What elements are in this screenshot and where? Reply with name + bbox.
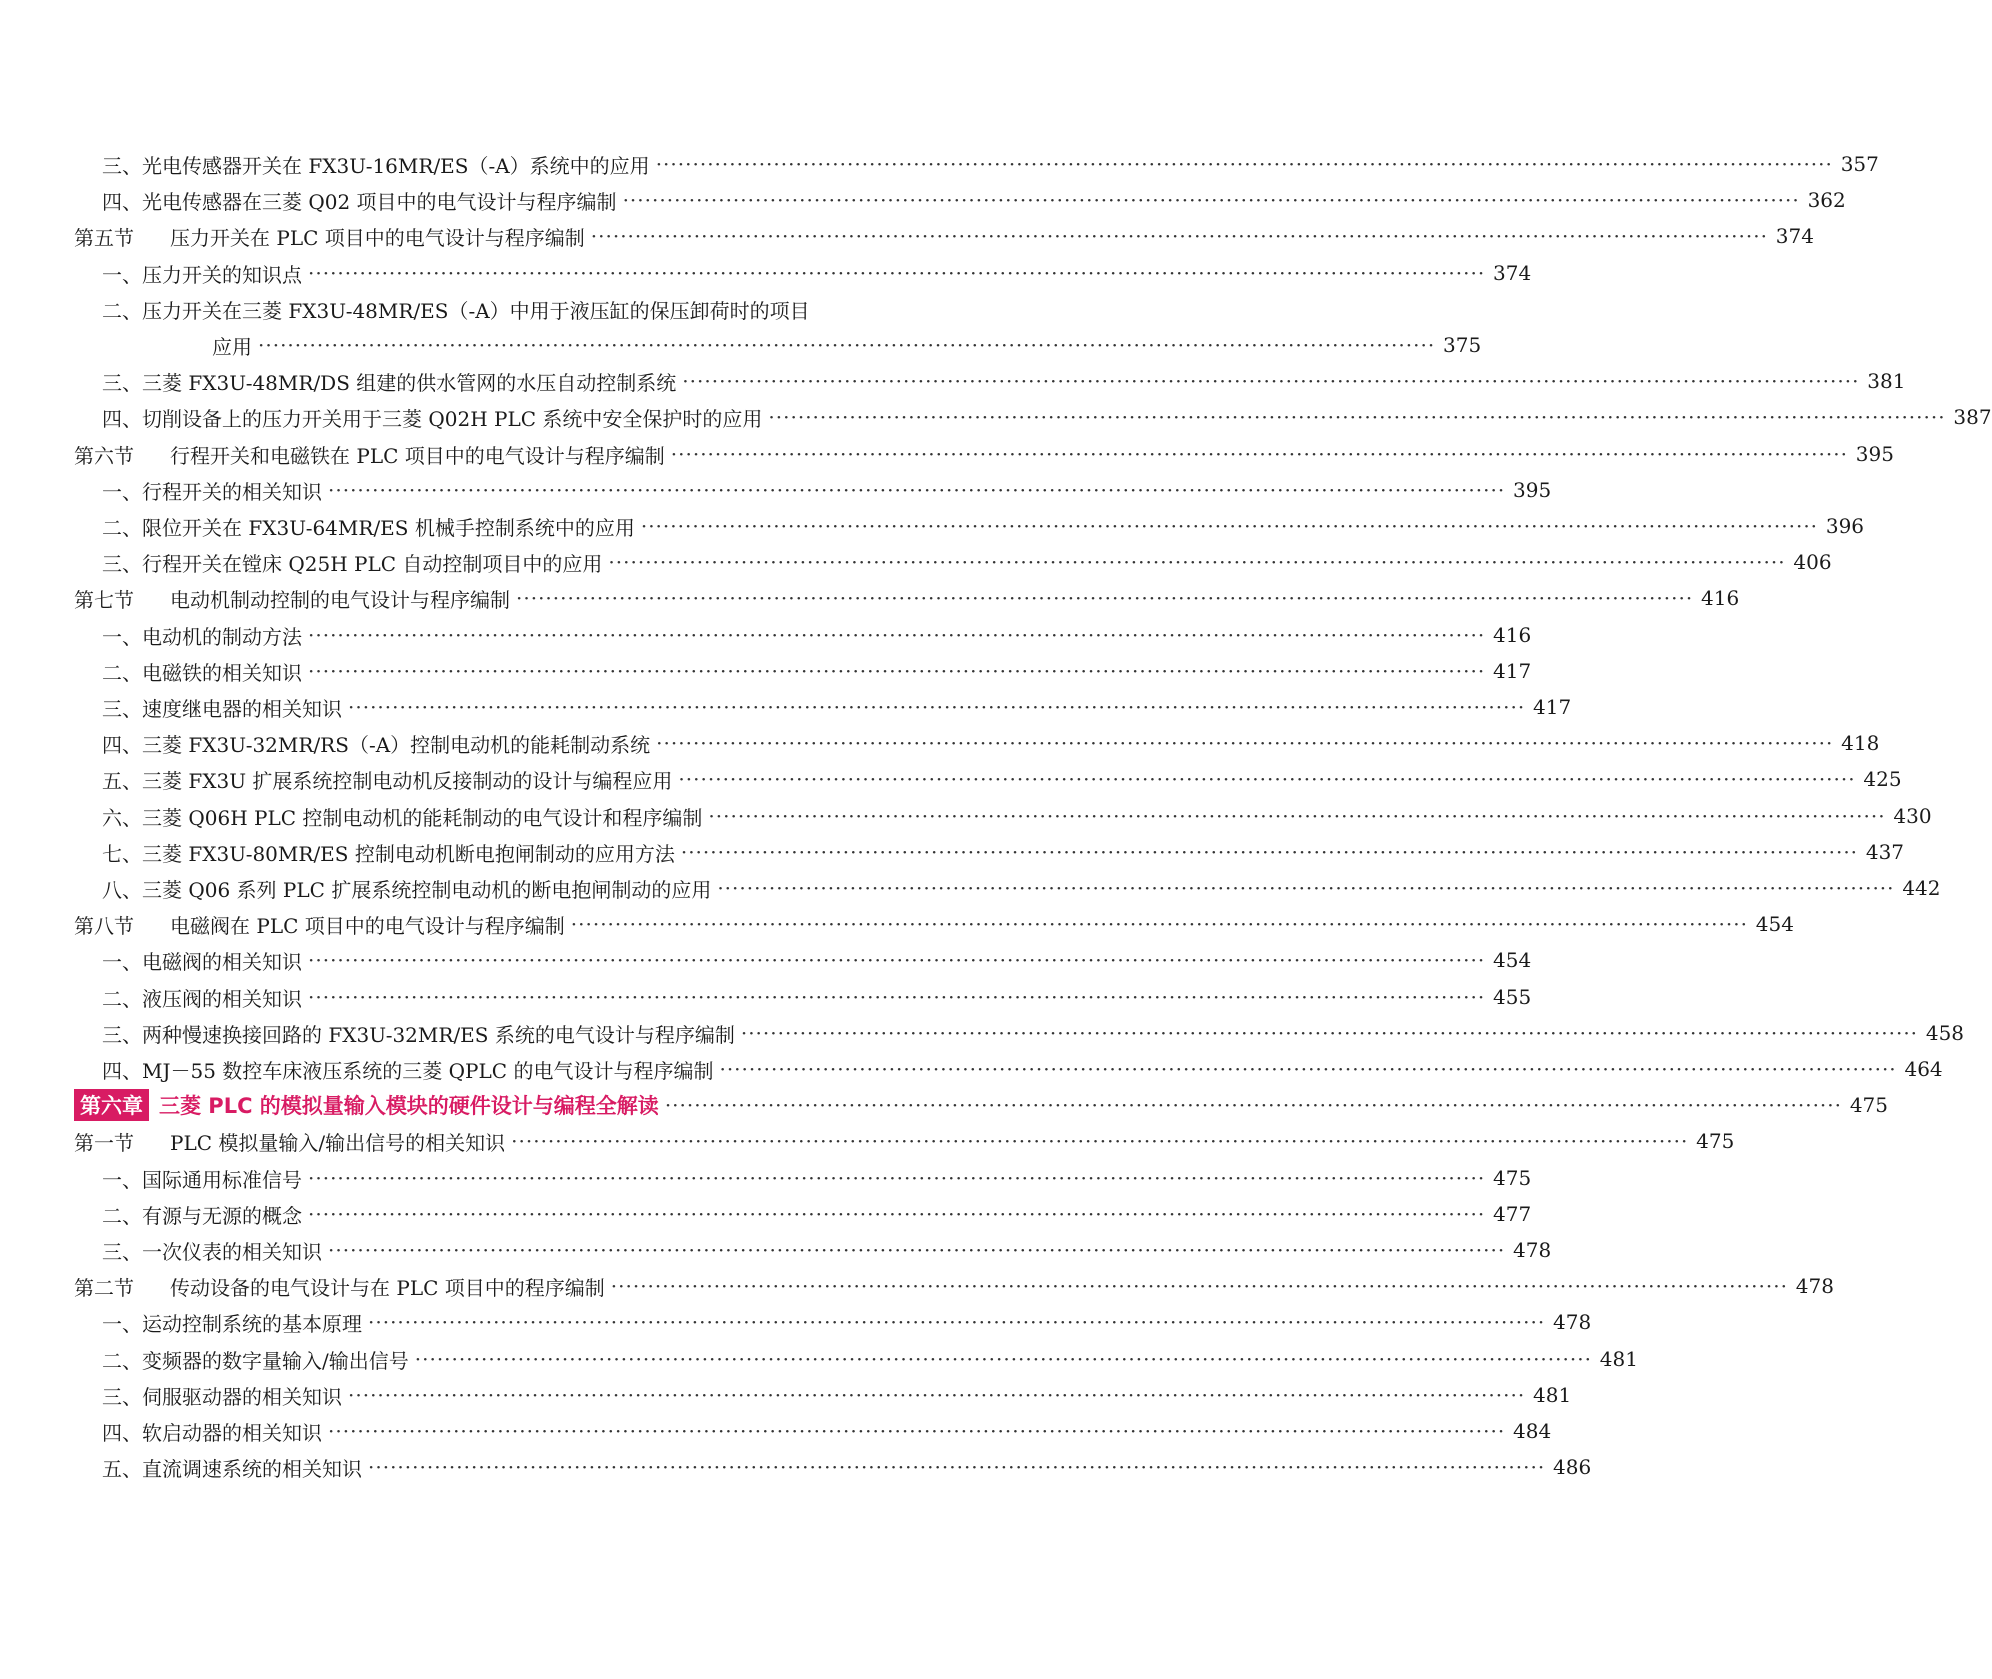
- page-number: 425: [1863, 767, 1902, 791]
- page-number: 475: [1849, 1093, 1888, 1117]
- entry-title: 光电传感器开关在 FX3U-16MR/ES（-A）系统中的应用: [142, 153, 650, 178]
- toc-section: [74, 437, 1894, 471]
- toc-entry: [74, 1414, 1552, 1448]
- dot-leader: ································································································································································: [328, 478, 1506, 502]
- dot-leader: ································································································································································: [308, 261, 1486, 285]
- toc-entry: [74, 690, 1572, 724]
- page-number: 416: [1493, 623, 1532, 647]
- entry-number: 三、: [102, 551, 142, 576]
- page-number: 381: [1867, 369, 1906, 393]
- entry-title: 切削设备上的压力开关用于三菱 Q02H PLC 系统中安全保护时的应用: [142, 406, 763, 431]
- entry-title: PLC 模拟量输入/输出信号的相关知识: [170, 1130, 506, 1155]
- entry-number: 一、: [102, 624, 142, 649]
- entry-title: 电动机制动控制的电气设计与程序编制: [170, 587, 510, 612]
- entry-number: 二、: [102, 1203, 142, 1228]
- entry-title: 三菱 Q06 系列 PLC 扩展系统控制电动机的断电抱闸制动的应用: [142, 877, 712, 902]
- entry-number: 四、: [102, 732, 142, 757]
- entry-number: 三、: [102, 153, 142, 178]
- dot-leader: ································································································································································: [664, 1093, 1842, 1117]
- entry-title: 三菱 FX3U-48MR/DS 组建的供水管网的水压自动控制系统: [142, 370, 677, 395]
- toc-entry: [74, 1197, 1532, 1231]
- dot-leader: ································································································································································: [678, 767, 1856, 791]
- dot-leader: ································································································································································: [680, 840, 1859, 864]
- entry-number: 五、: [102, 768, 142, 793]
- toc-entry: [74, 509, 1865, 543]
- toc-entry: [74, 871, 1941, 905]
- entry-title: 行程开关的相关知识: [142, 479, 322, 504]
- entry-title: 三菱 FX3U 扩展系统控制电动机反接制动的设计与编程应用: [142, 768, 673, 793]
- entry-number: 二、: [102, 515, 142, 540]
- toc-entry: [74, 943, 1532, 977]
- page-number: 481: [1533, 1383, 1572, 1407]
- entry-title: 应用: [212, 334, 252, 359]
- chapter-label: 第六章: [74, 1089, 149, 1121]
- toc-entry: [74, 726, 1880, 760]
- entry-title: 一次仪表的相关知识: [142, 1239, 322, 1264]
- page-number: 475: [1696, 1129, 1735, 1153]
- toc-section: [74, 907, 1794, 941]
- page-number: 464: [1904, 1057, 1943, 1081]
- entry-title: 运动控制系统的基本原理: [142, 1311, 362, 1336]
- toc-entry: [74, 147, 1879, 181]
- page-number: 375: [1443, 333, 1482, 357]
- dot-leader: ································································································································································: [608, 550, 1786, 574]
- dot-leader: ································································································································································: [308, 623, 1486, 647]
- entry-number: 二、: [102, 660, 142, 685]
- dot-leader: ································································································································································: [368, 1310, 1546, 1334]
- entry-title: 压力开关在三菱 FX3U-48MR/ES（-A）中用于液压缸的保压卸荷时的项目: [142, 298, 810, 323]
- dot-leader: ································································································································································: [328, 1419, 1506, 1443]
- dot-leader: ································································································································································: [655, 152, 1833, 176]
- page-number: 396: [1825, 514, 1865, 538]
- entry-number: 七、: [102, 841, 142, 866]
- toc-entry: [74, 183, 1846, 217]
- entry-title: 三菱 Q06H PLC 控制电动机的能耗制动的电气设计和程序编制: [142, 805, 703, 830]
- entry-title: 行程开关和电磁铁在 PLC 项目中的电气设计与程序编制: [170, 443, 665, 468]
- page-number: 481: [1599, 1347, 1638, 1371]
- toc-entry: [74, 1342, 1638, 1376]
- entry-number: 第六节: [74, 443, 134, 468]
- entry-title: 压力开关的知识点: [142, 262, 302, 287]
- toc-entry: [74, 1450, 1592, 1484]
- entry-title: 国际通用标准信号: [142, 1167, 302, 1192]
- page-number: 477: [1493, 1202, 1532, 1226]
- entry-number: 二、: [102, 1348, 142, 1373]
- toc-entry: [74, 1016, 1965, 1050]
- toc-entry: [74, 473, 1552, 507]
- entry-title: 液压阀的相关知识: [142, 986, 302, 1011]
- dot-leader: ································································································································································: [308, 948, 1486, 972]
- toc-entry: [74, 545, 1832, 579]
- entry-title: 行程开关在镗床 Q25H PLC 自动控制项目中的应用: [142, 551, 603, 576]
- toc-entry: [74, 1052, 1943, 1086]
- toc-entry: [74, 328, 1482, 362]
- dot-leader: ································································································································································: [768, 405, 1946, 429]
- toc-entry: [74, 762, 1902, 796]
- entry-number: 五、: [102, 1456, 142, 1481]
- dot-leader: ································································································································································: [670, 442, 1848, 466]
- dot-leader: ································································································································································: [414, 1347, 1592, 1371]
- entry-title: 光电传感器在三菱 Q02 项目中的电气设计与程序编制: [142, 189, 617, 214]
- toc-section: [74, 219, 1814, 253]
- dot-leader: ································································································································································: [708, 804, 1886, 828]
- entry-number: 一、: [102, 1167, 142, 1192]
- entry-number: 四、: [102, 1058, 142, 1083]
- page-number: 478: [1553, 1310, 1592, 1334]
- entry-title: 伺服驱动器的相关知识: [142, 1384, 342, 1409]
- entry-number: 一、: [102, 949, 142, 974]
- entry-number: 第一节: [74, 1130, 134, 1155]
- toc-entry: [74, 292, 999, 326]
- page-number: 357: [1840, 152, 1879, 176]
- dot-leader: ································································································································································: [622, 188, 1800, 212]
- page-number: 395: [1513, 478, 1552, 502]
- entry-number: 三、: [102, 696, 142, 721]
- dot-leader: ································································································································································: [656, 731, 1834, 755]
- page-number: 475: [1493, 1166, 1532, 1190]
- entry-title: 两种慢速换接回路的 FX3U-32MR/ES 系统的电气设计与程序编制: [142, 1022, 735, 1047]
- dot-leader: ································································································································································: [308, 659, 1486, 683]
- toc-entry: [74, 835, 1905, 869]
- page-number: 454: [1493, 948, 1532, 972]
- dot-leader: ································································································································································: [640, 514, 1819, 538]
- entry-title: 三菱 FX3U-80MR/ES 控制电动机断电抱闸制动的应用方法: [142, 841, 675, 866]
- toc-entry: [74, 980, 1532, 1014]
- entry-title: 限位开关在 FX3U-64MR/ES 机械手控制系统中的应用: [142, 515, 635, 540]
- entry-title: 三菱 FX3U-32MR/RS（-A）控制电动机的能耗制动系统: [142, 732, 651, 757]
- toc-entry: [74, 1161, 1532, 1195]
- toc-entry: [74, 654, 1532, 688]
- entry-number: 三、: [102, 1384, 142, 1409]
- page-number: 395: [1855, 442, 1894, 466]
- page-number: 442: [1902, 876, 1941, 900]
- entry-title: 直流调速系统的相关知识: [142, 1456, 362, 1481]
- entry-number: 二、: [102, 298, 142, 323]
- dot-leader: ································································································································································: [610, 1274, 1788, 1298]
- entry-title: 变频器的数字量输入/输出信号: [142, 1348, 409, 1373]
- entry-number: 第二节: [74, 1275, 134, 1300]
- page-number: 455: [1493, 985, 1532, 1009]
- dot-leader: ································································································································································: [348, 695, 1526, 719]
- dot-leader: ································································································································································: [368, 1455, 1546, 1479]
- entry-title: 电磁铁的相关知识: [142, 660, 302, 685]
- page-number: 484: [1513, 1419, 1552, 1443]
- entry-number: 第七节: [74, 587, 134, 612]
- dot-leader: ································································································································································: [590, 224, 1768, 248]
- entry-number: 三、: [102, 1239, 142, 1264]
- entry-title: MJ－55 数控车床液压系统的三菱 QPLC 的电气设计与程序编制: [142, 1058, 714, 1083]
- page-number: 416: [1701, 586, 1740, 610]
- entry-title: 电磁阀在 PLC 项目中的电气设计与程序编制: [170, 913, 565, 938]
- page-number: 387: [1953, 405, 1992, 429]
- dot-leader: ································································································································································: [328, 1238, 1506, 1262]
- entry-title: 软启动器的相关知识: [142, 1420, 322, 1445]
- entry-number: 三、: [102, 370, 142, 395]
- entry-title: 压力开关在 PLC 项目中的电气设计与程序编制: [170, 225, 585, 250]
- entry-number: 三、: [102, 1022, 142, 1047]
- entry-number: 六、: [102, 805, 142, 830]
- entry-title: 三菱 PLC 的模拟量输入模块的硬件设计与编程全解读: [159, 1094, 659, 1118]
- page-number: 374: [1493, 261, 1532, 285]
- page-number: 437: [1865, 840, 1905, 864]
- page-number: 418: [1841, 731, 1880, 755]
- dot-leader: ································································································································································: [570, 912, 1748, 936]
- dot-leader: ································································································································································: [511, 1129, 1689, 1153]
- entry-number: 第八节: [74, 913, 134, 938]
- entry-number: 一、: [102, 479, 142, 504]
- dot-leader: ································································································································································: [717, 876, 1895, 900]
- dot-leader: ································································································································································: [308, 1166, 1486, 1190]
- toc-section: [74, 1269, 1834, 1303]
- entry-title: 电磁阀的相关知识: [142, 949, 302, 974]
- toc-section: [74, 581, 1740, 615]
- page-number: 430: [1893, 804, 1932, 828]
- entry-number: 四、: [102, 406, 142, 431]
- dot-leader: ································································································································································: [348, 1383, 1526, 1407]
- dot-leader: ································································································································································: [308, 1202, 1486, 1226]
- entry-title: 有源与无源的概念: [142, 1203, 302, 1228]
- page-number: 478: [1795, 1274, 1834, 1298]
- dot-leader: ································································································································································: [258, 333, 1436, 357]
- dot-leader: ································································································································································: [719, 1057, 1897, 1081]
- page-number: 417: [1533, 695, 1572, 719]
- entry-number: 一、: [102, 262, 142, 287]
- page-number: 458: [1925, 1021, 1965, 1045]
- entry-title: 传动设备的电气设计与在 PLC 项目中的程序编制: [170, 1275, 605, 1300]
- page-number: 406: [1793, 550, 1832, 574]
- toc-entry: [74, 400, 1992, 434]
- page-number: 478: [1513, 1238, 1552, 1262]
- dot-leader: ································································································································································: [516, 586, 1694, 610]
- entry-number: 第五节: [74, 225, 134, 250]
- dot-leader: ································································································································································: [740, 1021, 1919, 1045]
- dot-leader: ································································································································································: [682, 369, 1860, 393]
- entry-title: 速度继电器的相关知识: [142, 696, 342, 721]
- toc-chapter: [74, 1088, 1888, 1122]
- toc-entry: [74, 618, 1532, 652]
- page-number: 374: [1775, 224, 1814, 248]
- entry-number: 四、: [102, 1420, 142, 1445]
- entry-number: 四、: [102, 189, 142, 214]
- page-number: 417: [1493, 659, 1532, 683]
- toc-entry: [74, 1305, 1592, 1339]
- toc-entry: [74, 799, 1932, 833]
- entry-title: 电动机的制动方法: [142, 624, 302, 649]
- toc-entry: [74, 256, 1532, 290]
- toc-entry: [74, 1233, 1552, 1267]
- toc-entry: [74, 364, 1906, 398]
- entry-number: 一、: [102, 1311, 142, 1336]
- toc-section: [74, 1124, 1735, 1158]
- dot-leader: ································································································································································: [308, 985, 1486, 1009]
- page-number: 454: [1755, 912, 1794, 936]
- page-number: 486: [1553, 1455, 1592, 1479]
- toc-entry: [74, 1378, 1572, 1412]
- entry-number: 八、: [102, 877, 142, 902]
- page-number: 362: [1807, 188, 1846, 212]
- entry-number: 二、: [102, 986, 142, 1011]
